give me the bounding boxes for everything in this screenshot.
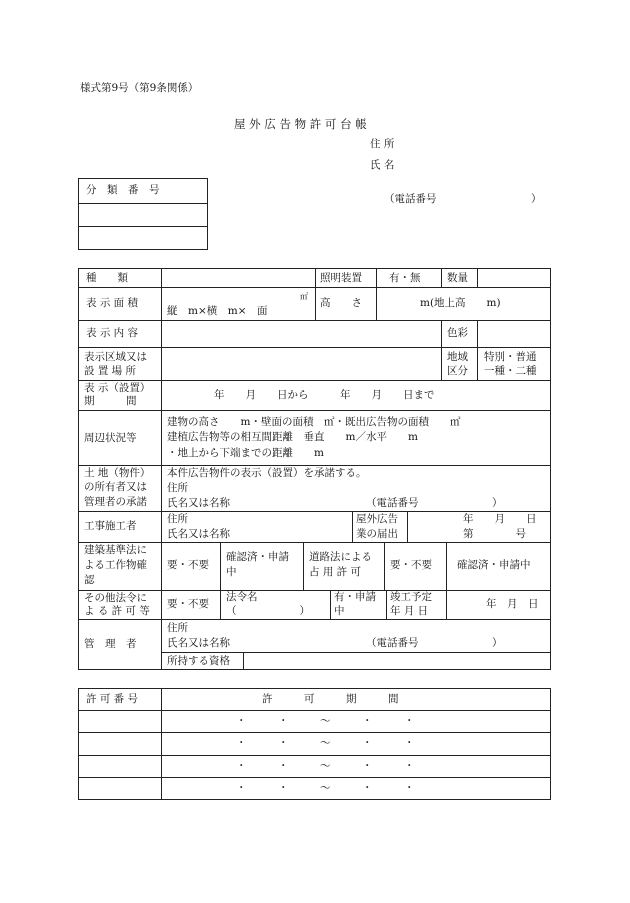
classification-number-label: 分 類 番 号: [86, 184, 160, 196]
permit-row-3-period: ・ ・ ～ ・ ・: [236, 760, 415, 772]
road-confirmation: 確認済・申請中: [457, 559, 531, 571]
height-value: m(地上高 m): [420, 297, 501, 309]
permit-period-header: 許 可 期 間: [262, 693, 399, 705]
ledger-title: 屋 外 広 告 物 許 可 台 帳: [234, 117, 367, 131]
display-area-dimensions: 縦 m×横 m× 面: [167, 305, 268, 317]
building-confirmation-2: 中: [226, 566, 237, 578]
road-law-label-2: 占 用 許 可: [309, 566, 362, 578]
other-law-label-1: その他法令に: [84, 592, 147, 604]
notification-date: 年 月 日: [463, 513, 537, 525]
road-law-label-1: 道路法による: [309, 551, 372, 563]
area-label-2: 区分: [447, 365, 468, 377]
road-required: 要・不要: [390, 559, 432, 571]
manager-phone: （電話番号 ）: [366, 637, 503, 649]
display-period: 年 月 日から 年 月 日まで: [214, 389, 435, 401]
name-label: 氏 名: [370, 159, 395, 171]
lighting-yes-no: 有・無: [389, 272, 421, 284]
building-law-label-3: 認: [84, 574, 95, 586]
other-law-required: 要・不要: [167, 598, 209, 610]
application-status-2: 中: [334, 605, 345, 617]
qualification-label: 所持する資格: [167, 655, 230, 667]
surroundings-line-1: 建物の高さ m・壁面の面積 ㎡・既出広告物の面積 ㎡: [167, 416, 461, 428]
application-status-1: 有・申請: [334, 591, 376, 603]
manager-name-label: 氏名又は名称: [167, 637, 230, 649]
building-required: 要・不要: [167, 559, 209, 571]
color-label: 色彩: [447, 327, 468, 339]
owner-address-label: 住所: [167, 482, 188, 494]
address-label: 住 所: [370, 138, 395, 150]
form-number: 様式第9号（第9条関係）: [80, 82, 199, 94]
lighting-label: 照明装置: [320, 272, 362, 284]
owner-label-2: の所有者又は: [84, 481, 147, 493]
surroundings-line-3: ・地上から下端までの距離 m: [167, 447, 324, 459]
area-label-1: 地域: [447, 351, 468, 363]
building-law-label-1: 建築基準法に: [84, 544, 147, 556]
sqm-unit: ㎡: [300, 292, 308, 301]
contractor-name-label: 氏名又は名称: [167, 528, 230, 540]
law-name-label: 法令名: [226, 591, 258, 603]
permit-number-header: 許 可 番 号: [86, 693, 139, 705]
phone-number-field: （電話番号 ）: [384, 193, 542, 205]
consent-text: 本件広告物件の表示（設置）を承諾する。: [167, 467, 367, 479]
notification-label-1: 屋外広告: [356, 513, 398, 525]
location-label-1: 表示区域又は: [84, 351, 147, 363]
notification-label-2: 業の届出: [356, 528, 398, 540]
permit-row-1-period: ・ ・ ～ ・ ・: [236, 715, 415, 727]
area-value-2: 一種・二種: [484, 365, 537, 377]
owner-name-label: 氏名又は名称: [167, 497, 230, 509]
owner-phone: （電話番号 ）: [366, 497, 503, 509]
period-label-1: 表 示（設置）: [84, 382, 151, 394]
surroundings-label: 周辺状況等: [84, 432, 137, 444]
building-confirmation-1: 確認済・申請: [226, 551, 289, 563]
permit-row-2-period: ・ ・ ～ ・ ・: [236, 737, 415, 749]
building-law-label-2: よる工作物確: [84, 559, 147, 571]
surroundings-line-2: 建植広告物等の相互間距離 垂直 m／水平 m: [167, 431, 418, 443]
height-label: 高 さ: [320, 297, 362, 309]
other-law-label-2: よ る 許 可 等: [84, 605, 150, 617]
completion-label-1: 竣工予定: [390, 591, 432, 603]
completion-date: 年 月 日: [486, 598, 539, 610]
contractor-address-label: 住所: [167, 513, 188, 525]
location-label-2: 設 置 場 所: [84, 365, 137, 377]
display-content-label: 表 示 内 容: [86, 327, 139, 339]
owner-label-3: 管理者の承諾: [84, 496, 147, 508]
completion-label-2: 年 月 日: [390, 605, 429, 617]
quantity-label: 数量: [447, 272, 468, 284]
period-label-2: 期 間: [84, 395, 137, 407]
manager-label: 管 理 者: [84, 638, 137, 650]
manager-address-label: 住所: [167, 622, 188, 634]
display-area-label: 表 示 面 積: [86, 297, 139, 309]
area-value-1: 特別・普通: [484, 351, 537, 363]
permit-row-4-period: ・ ・ ～ ・ ・: [236, 782, 415, 794]
owner-label-1: 土 地（物件）: [84, 467, 151, 479]
type-label: 種 類: [86, 272, 128, 284]
notification-number: 第 号: [463, 528, 526, 540]
contractor-label: 工事施工者: [84, 520, 137, 532]
law-name-field: （ ）: [226, 605, 310, 617]
